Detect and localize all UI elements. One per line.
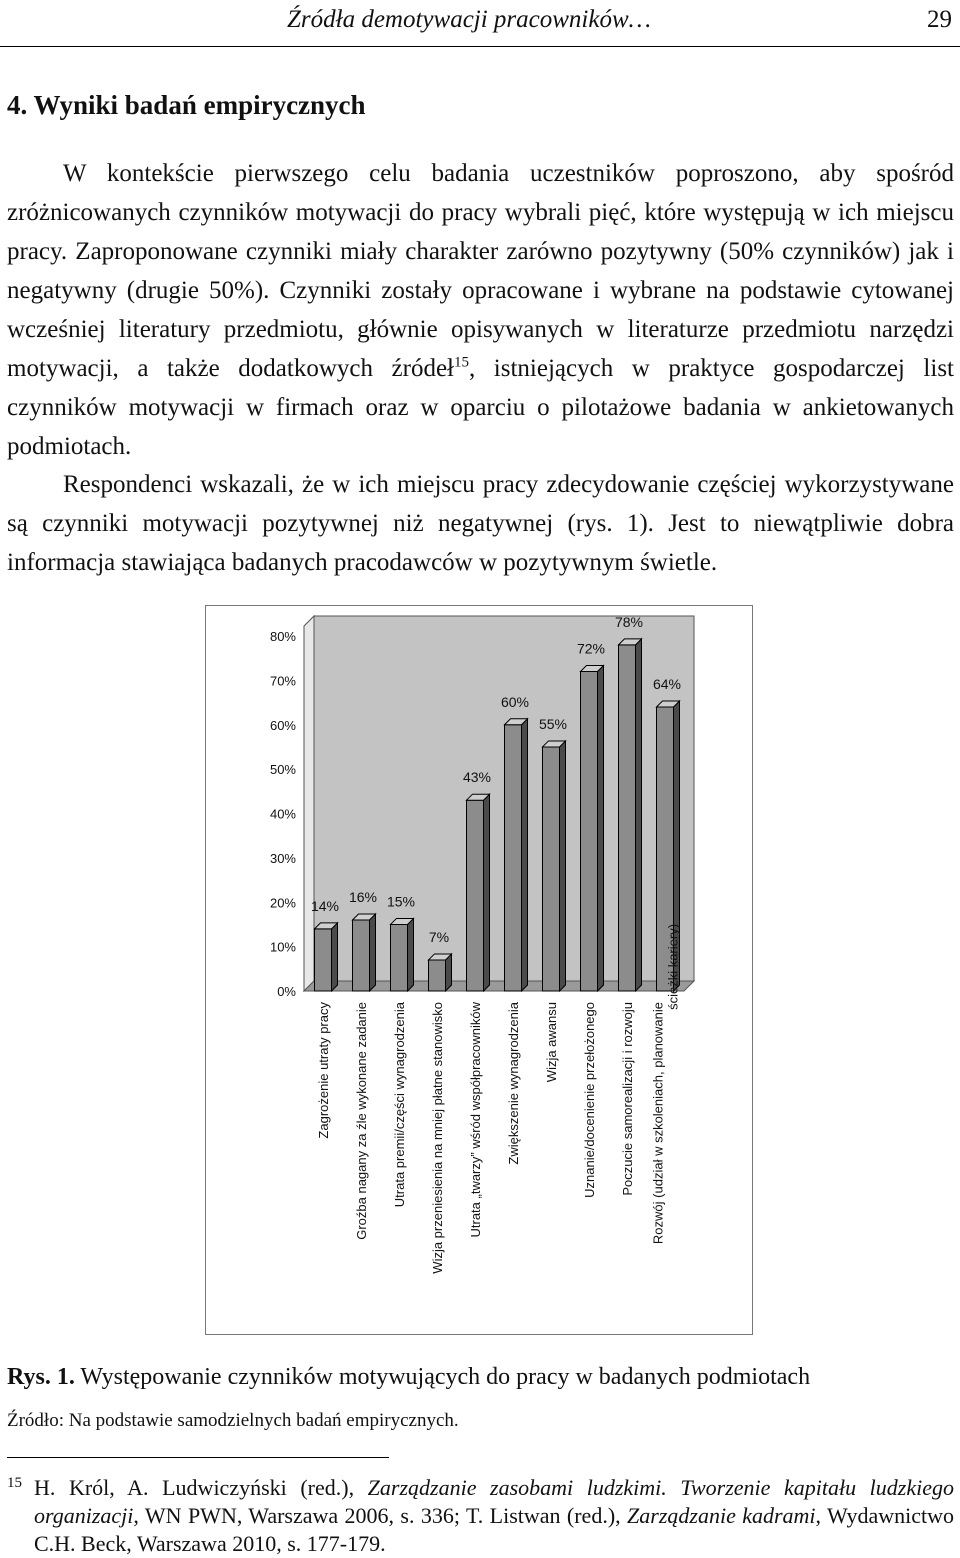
bar-side — [484, 794, 490, 991]
data-label: 72% — [576, 640, 606, 657]
y-tick-label: 40% — [269, 806, 296, 822]
bar-side — [408, 918, 414, 991]
y-tick-label: 30% — [269, 850, 296, 866]
data-label: 14% — [310, 897, 340, 914]
figure-caption — [7, 1364, 810, 1391]
y-tick-label: 10% — [269, 939, 296, 955]
y-tick-label: 20% — [269, 895, 296, 911]
footnote-reference[interactable]: 15 — [454, 354, 469, 371]
x-category-label: Zwiększenie wynagrodzenia — [506, 1002, 521, 1165]
data-label: 15% — [386, 893, 416, 910]
bar — [391, 924, 408, 991]
bar — [619, 645, 636, 991]
data-label: 43% — [462, 769, 492, 786]
para1-text-b: , istniejących w praktyce gospodarczej list czynników motywacji w firmach oraz w oparciu o pilotażowe badania w ankietowanych podmiotach. — [7, 355, 954, 460]
data-label: 16% — [348, 889, 378, 905]
section-heading: 4. Wyniki badań empirycznych — [7, 90, 366, 120]
body-paragraph-2: Respondenci wskazali, że w ich miejscu pracy zdecydowanie częściej wykorzystywane są czynniki motywacji pozytywnej niż negatywnej (rys. 1). Jest to niewątpliwie dobra informacja stawiająca badanych pracodawców w pozytywnym świetle. — [7, 471, 954, 576]
y-tick-label: 70% — [269, 673, 296, 689]
x-category-label: Utrata premii/części wynagrodzenia — [392, 1002, 407, 1208]
plot-side-wall — [304, 616, 314, 991]
footnote-text-2: , WN PWN, Warszawa 2006, s. 336; T. Listwan (red.), — [133, 1503, 628, 1528]
bar-chart — [206, 606, 754, 1336]
x-category-label: Poczucie samorealizacji i rozwoju — [620, 1002, 635, 1196]
bar — [505, 725, 522, 991]
footnote-text-1: H. Król, A. Ludwiczyński (red.), — [34, 1475, 368, 1500]
data-label: 64% — [652, 676, 682, 692]
page-number: 29 — [927, 6, 952, 33]
x-category-label: Rozwój (udział w szkoleniach, planowanie — [650, 1002, 666, 1245]
footnote-rule — [7, 1457, 389, 1458]
body-paragraph-1 — [7, 154, 954, 466]
figure-caption-text: Występowanie czynników motywujących do pracy w badanych podmiotach — [74, 1364, 811, 1390]
header-rule — [0, 46, 960, 47]
footnote-title-2: Zarządzanie kadrami — [627, 1503, 816, 1528]
bar — [315, 929, 332, 991]
data-label: 7% — [428, 928, 450, 945]
x-category-label: Groźba nagany za źle wykonane zadanie — [354, 1002, 369, 1240]
y-tick-label: 60% — [269, 717, 296, 733]
data-label: 55% — [538, 715, 568, 732]
bar-side — [370, 914, 376, 991]
bar — [543, 747, 560, 991]
figure-source: Źródło: Na podstawie samodzielnych badań empirycznych. — [7, 1410, 459, 1431]
x-category-label: Utrata „twarzy” wśród współpracowników — [468, 1002, 483, 1238]
footnote-text — [34, 1474, 954, 1558]
bar-side — [598, 666, 604, 992]
running-header — [0, 2, 960, 46]
figure-caption-label: Rys. 1. — [7, 1364, 75, 1390]
para1-text-a: W kontekście pierwszego celu badania uczestników poproszono, aby spośród zróżnicowanych czynników motywacji do pracy wybrali pięć, które występują w ich miejscu pracy. Zaproponowane czynniki miały charakter zarówno pozytywny (50% czynników) jak i negatywny (drugie 50%). Czynniki zostały opracowane i wybrane na podstawie cytowanej wcześniej literatury przedmiotu, głównie opisywanych w literaturze przedmiotu narzędzi motywacji, a także dodatkowych źródeł — [7, 160, 954, 382]
x-category-label: Zagrożenie utraty pracy — [316, 1002, 331, 1139]
running-title: Źródła demotywacji pracowników… — [287, 6, 651, 33]
bar-side — [636, 639, 642, 991]
data-label: 60% — [500, 693, 530, 710]
x-category-label: Wizja przeniesienia na mniej płatne stanowisko — [430, 1002, 445, 1274]
bar — [467, 800, 484, 991]
footnote-mark: 15 — [7, 1475, 22, 1491]
chart-frame — [205, 605, 753, 1335]
x-category-label: Wizja awansu — [544, 1002, 559, 1083]
bar-side — [560, 741, 566, 991]
footnote-text-3: , Wydawnictwo C.H. Beck, Warszawa 2010, s. 177-179. — [34, 1503, 955, 1556]
x-category-label: Uznanie/docenienie przełożonego — [582, 1002, 597, 1198]
footnote-title-1: Zarządzanie zasobami ludzkimi. Tworzenie kapitału ludzkiego organizacji — [34, 1475, 954, 1528]
bar — [581, 672, 598, 992]
bar-side — [522, 719, 528, 991]
bar-side — [332, 923, 338, 991]
x-category-label: ścieżki kariery) — [665, 923, 681, 1010]
bar — [353, 920, 370, 991]
y-tick-label: 0% — [277, 984, 296, 999]
data-label: 78% — [614, 613, 644, 630]
y-tick-label: 80% — [269, 629, 296, 644]
y-tick-label: 50% — [269, 762, 296, 778]
bar — [429, 960, 446, 991]
